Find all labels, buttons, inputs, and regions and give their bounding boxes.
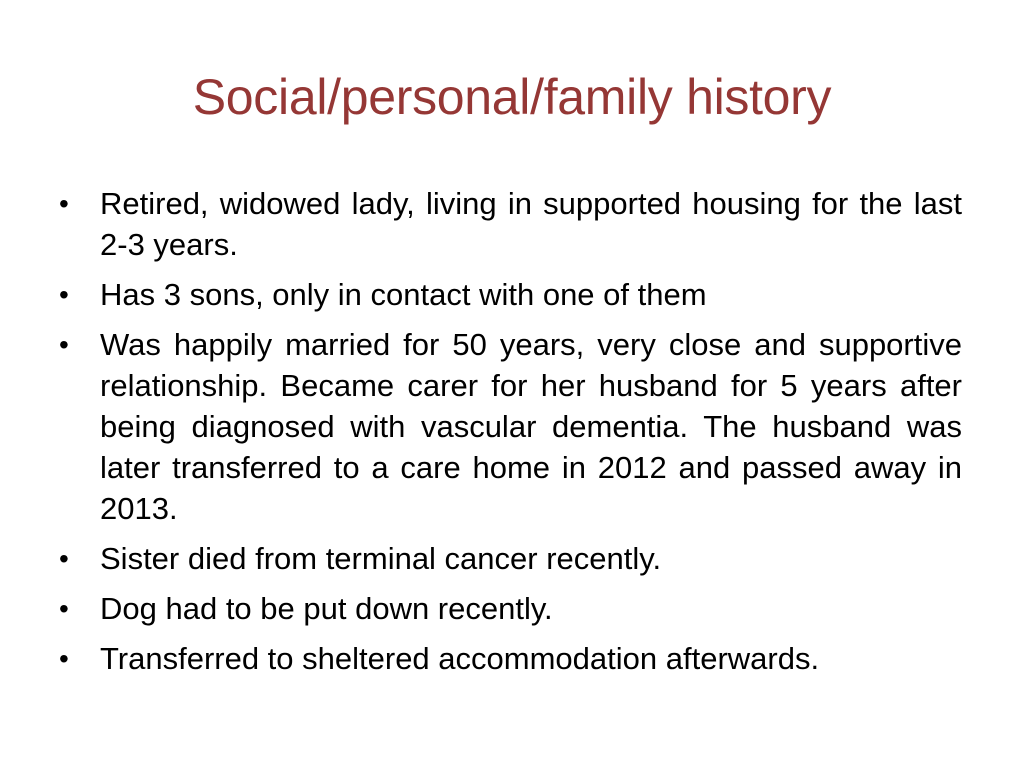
bullet-dot-icon: • [59, 188, 69, 219]
bullet-dot-icon: • [59, 279, 69, 310]
bullet-text: Transferred to sheltered accommodation afterwards. [100, 641, 820, 676]
list-item [56, 588, 962, 629]
bullet-dot-icon: • [59, 543, 69, 574]
list-item [56, 183, 962, 265]
list-item [56, 274, 962, 315]
list-item [56, 638, 962, 679]
list-item [56, 538, 962, 579]
bullet-dot-icon: • [59, 329, 69, 360]
bullet-text: Has 3 sons, only in contact with one of them [100, 277, 707, 312]
bullet-text: Dog had to be put down recently. [100, 591, 553, 626]
bullet-text: Retired, widowed lady, living in supported housing for the last 2-3 years. [100, 186, 962, 262]
bullet-text: Was happily married for 50 years, very close and supportive relationship. Became carer for her husband for 5 years after being diagnosed with vascular dementia. The husband was later transferred to a care home in 2012 and passed away in 2013. [100, 327, 962, 526]
bullet-dot-icon: • [59, 643, 69, 674]
bullet-dot-icon: • [59, 593, 69, 624]
list-item [56, 324, 962, 529]
bullet-text: Sister died from terminal cancer recently. [100, 541, 662, 576]
slide-title: Social/personal/family history [192, 69, 832, 125]
bullet-list [56, 183, 962, 688]
